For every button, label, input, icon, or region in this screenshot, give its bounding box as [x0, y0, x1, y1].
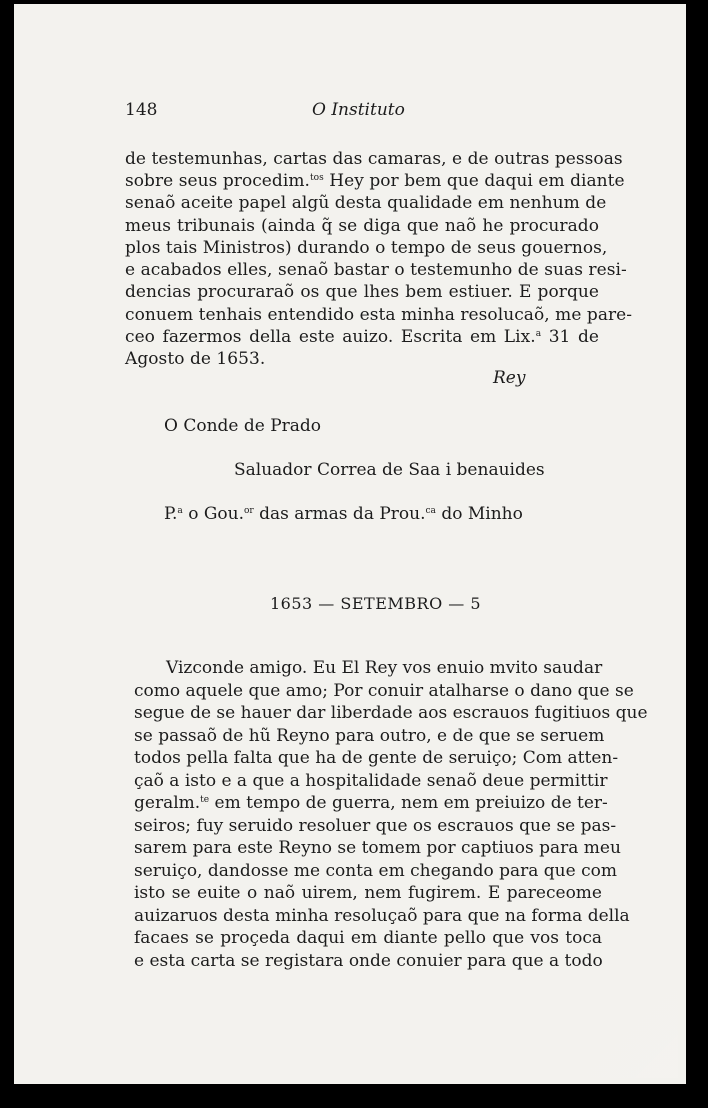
letter2-line-12: auizaruos desta minha resoluçaõ para que na forma della [134, 906, 630, 926]
letter2-line-8: seiros; fuy seruido resoluer que os escrauos que se pas- [134, 816, 617, 836]
letter1-line-5: plos tais Ministros) durando o tempo de seus gouernos, [125, 238, 608, 258]
letter1-line-8: conuem tenhais entendido esta minha resolucaõ, me pare- [125, 305, 633, 325]
letter1-line-1: de testemunhas, cartas das camaras, e de outras pessoas [125, 149, 623, 169]
letter2-line-11: isto se euite o naõ uirem, nem fugirem. E pareceome [134, 883, 602, 903]
letter2-line-13: facaes se proçeda daqui em diante pello que vos toca [134, 928, 602, 948]
document-page [14, 4, 686, 1084]
signature-rey: Rey [493, 368, 526, 388]
page-number: 148 [125, 100, 158, 120]
letter1-line-2: sobre seus procedim.$^{tos}$ Hey por bem que daqui em diante [125, 171, 625, 191]
letter1-line-7: dencias procuraraõ os que lhes bem estiuer. E porque [125, 282, 599, 302]
address-line-3: P.$^a$ o Gou.$^{or}$ das armas da Prou.$^{ca}$ do Minho [164, 504, 523, 524]
letter2-line-14: e esta carta se registara onde conuier para que a todo [134, 951, 603, 971]
letter2-heading: 1653 — SETEMBRO — 5 [270, 594, 482, 613]
letter2-line-4: se passaõ de hũ Reyno para outro, e de que se seruem [134, 726, 605, 746]
letter1-line-3: senaõ aceite papel algũ desta qualidade em nenhum de [125, 193, 607, 213]
letter2-line-7: geralm.$^{te}$ em tempo de guerra, nem em preiuizo de ter- [134, 793, 608, 813]
letter2-line-1: Vizconde amigo. Eu El Rey vos enuio mvito saudar [166, 658, 603, 678]
scan-artifact [528, 988, 678, 1078]
running-title: O Instituto [312, 100, 405, 120]
letter2-line-9: sarem para este Reyno se tomem por captiuos para meu [134, 838, 621, 858]
letter2-line-3: segue de se hauer dar liberdade aos escrauos fugitiuos que [134, 703, 648, 723]
address-line-1: O Conde de Prado [164, 416, 322, 436]
letter2-line-2: como aquele que amo; Por conuir atalharse o dano que se [134, 681, 634, 701]
letter1-line-9: ceo fazermos della este auizo. Escrita em Lix.$^a$ 31 de [125, 327, 599, 347]
letter1-line-4: meus tribunais (ainda q̃ se diga que naõ he procurado [125, 216, 599, 236]
letter2-line-5: todos pella falta que ha de gente de seruiço; Com atten- [134, 748, 619, 768]
address-line-2: Saluador Correa de Saa i benauides [234, 460, 545, 480]
letter1-line-10: Agosto de 1653. [125, 349, 266, 369]
letter1-line-6: e acabados elles, senaõ bastar o testemunho de suas resi- [125, 260, 627, 280]
letter2-line-6: çaõ a isto e a que a hospitalidade senaõ deue permittir [134, 771, 608, 791]
letter2-line-10: seruiço, dandosse me conta em chegando para que com [134, 861, 617, 881]
